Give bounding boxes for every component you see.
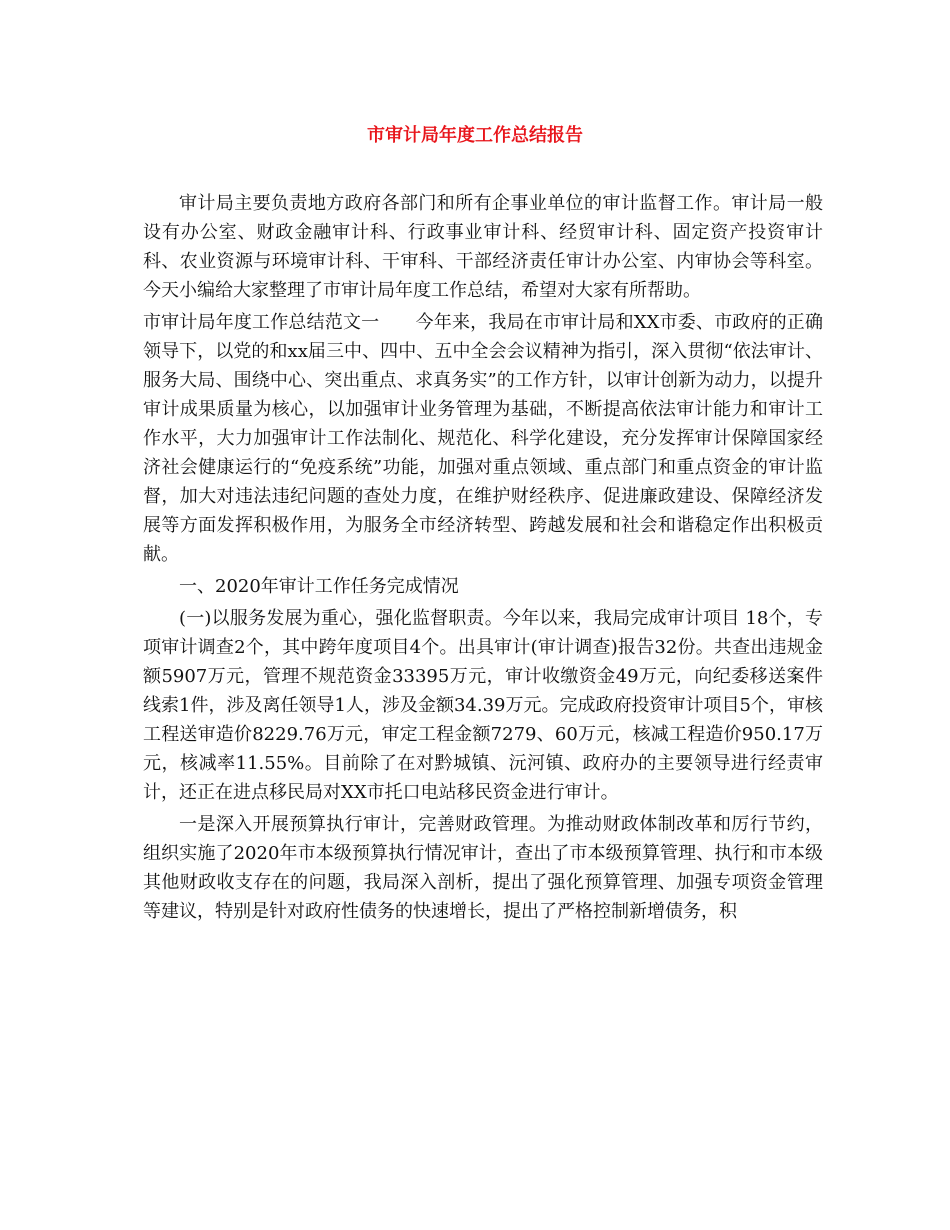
- document-title: 市审计局年度工作总结报告: [367, 125, 583, 146]
- paragraph-intro: 审计局主要负责地方政府各部门和所有企事业单位的审计监督工作。审计局一般设有办公室、财政金融审计科、行政事业审计科、经贸审计科、固定资产投资审计科、农业资源与环境审计科、干审科、干部经济责任审计办公室、内审协会等科室。今天小编给大家整理了市审计局年度工作总结，希望对大家有所帮助。: [143, 193, 823, 301]
- document-body: [143, 189, 823, 929]
- section-heading-2020-tasks: 一、2020年审计工作任务完成情况: [179, 576, 459, 597]
- paragraph-sample-one: 市审计局年度工作总结范文一 今年来，我局在市审计局和XX市委、市政府的正确领导下，以党的和xx届三中、四中、五中全会会议精神为指引，深入贯彻“依法审计、服务大局、围绕中心、突出重点、求真务实”的工作方针，以审计创新为动力，以提升审计成果质量为核心，以加强审计业务管理为基础，不断提高依法审计能力和审计工作水平，大力加强审计工作法制化、规范化、科学化建设，充分发挥审计保障国家经济社会健康运行的“免疫系统”功能，加强对重点领域、重点部门和重点资金的审计监督，加大对违法违纪问题的查处力度，在维护财经秩序、促进廉政建设、保障经济发展等方面发挥积极作用，为服务全市经济转型、跨越发展和社会和谐稳定作出积极贡献。: [143, 312, 823, 565]
- paragraph-service-development: (一)以服务发展为重心，强化监督职责。今年以来，我局完成审计项目 18个，专项审计调查2个，其中跨年度项目4个。出具审计(审计调查)报告32份。共查出违规金额5907万元，管理不规范资金33395万元，审计收缴资金49万元，向纪委移送案件线索1件，涉及离任领导1人，涉及金额34.39万元。完成政府投资审计项目5个，审核工程送审造价8229.76万元，审定工程金额7279、60万元，核减工程造价950.17万元，核减率11.55%。目前除了在对黔城镇、沅河镇、政府办的主要领导进行经责审计，还正在进点移民局对XX市托口电站移民资金进行审计。: [143, 608, 823, 803]
- paragraph-budget-audit: 一是深入开展预算执行审计，完善财政管理。为推动财政体制改革和厉行节约，组织实施了2020年市本级预算执行情况审计，查出了市本级预算管理、执行和市本级其他财政收支存在的问题，我局深入剖析，提出了强化预算管理、加强专项资金管理等建议，特别是针对政府性债务的快速增长，提出了严格控制新增债务，积: [143, 814, 823, 922]
